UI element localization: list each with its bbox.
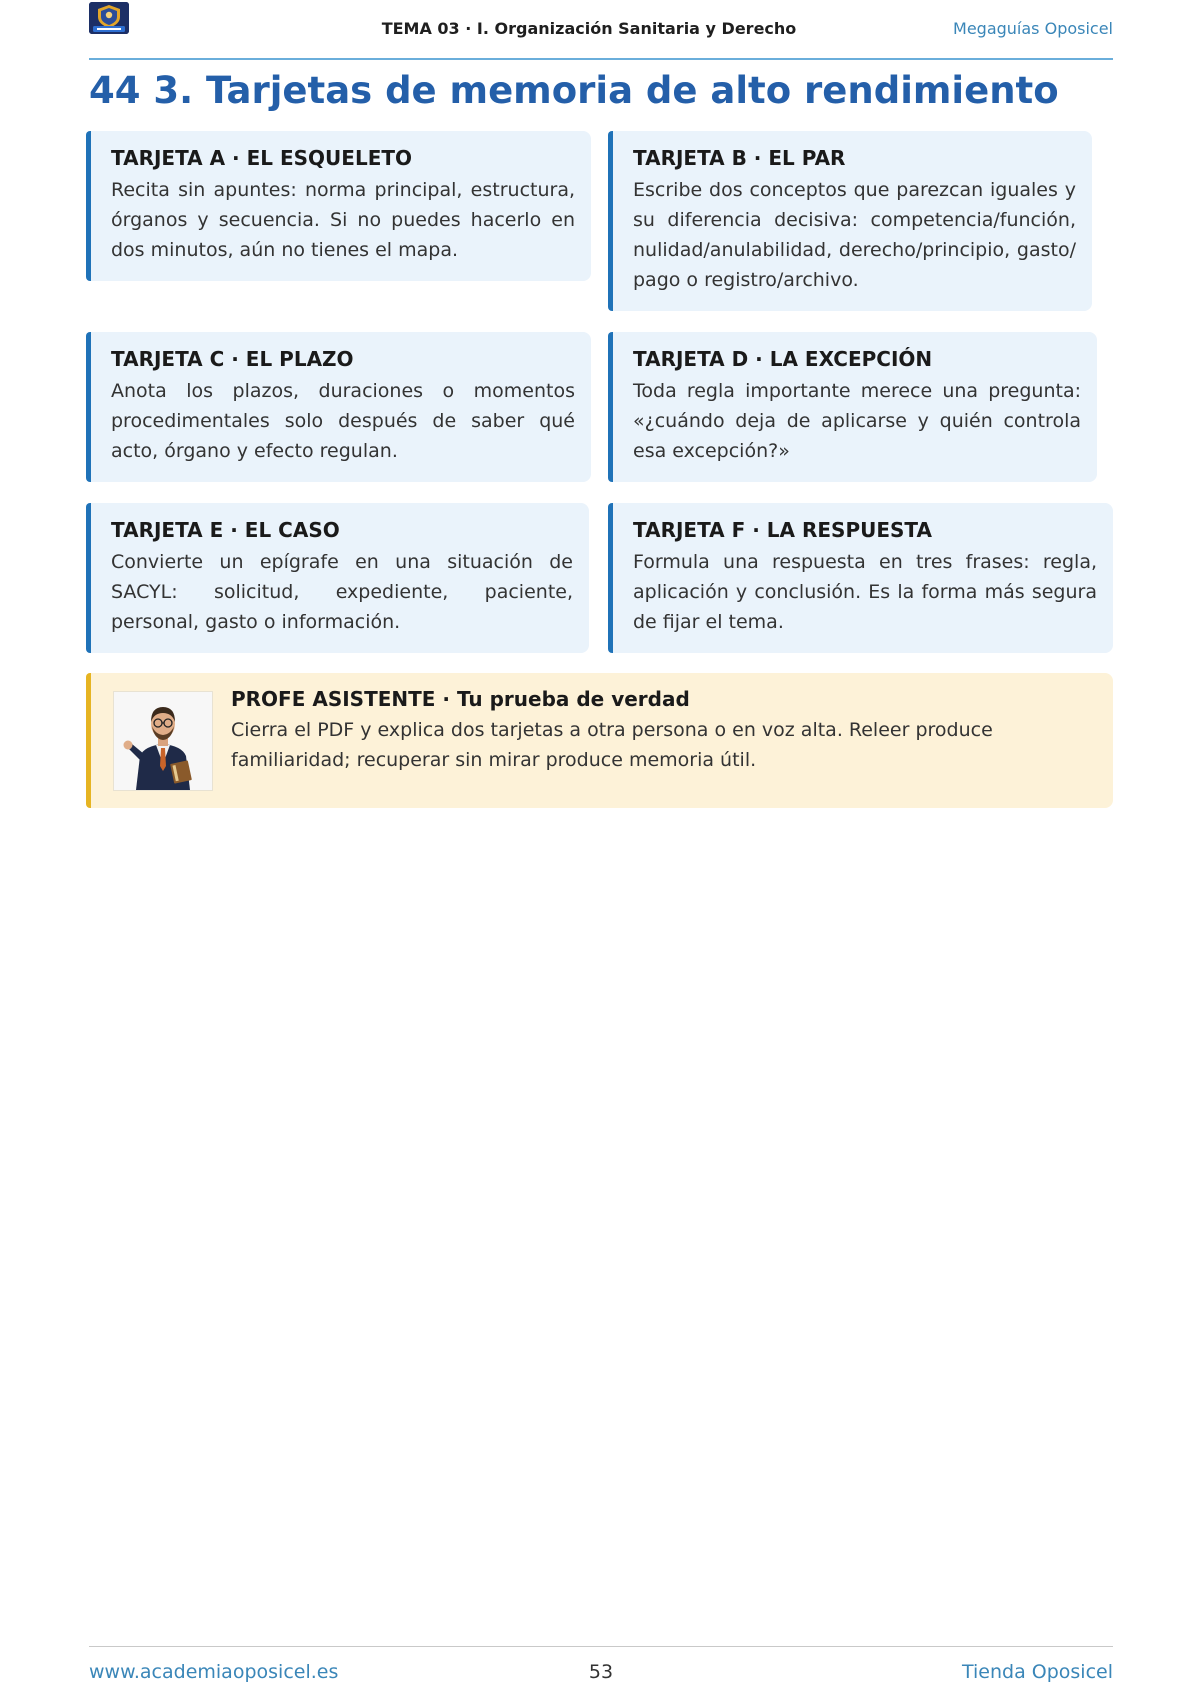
card-a <box>86 131 591 281</box>
card-body: Formula una respuesta en tres frases: regla, aplicación y conclusión. Es la forma más segura de fijar el tema. <box>633 551 1097 633</box>
card-title: TARJETA F · LA RESPUESTA <box>633 518 932 542</box>
callout-body: Cierra el PDF y explica dos tarjetas a otra persona o en voz alta. Releer produce familiaridad; recuperar sin mirar produce memoria útil. <box>231 719 993 771</box>
card-e <box>86 503 589 653</box>
header-brand: Megaguías Oposicel <box>953 19 1113 38</box>
card-title: TARJETA A · EL ESQUELETO <box>111 146 412 170</box>
card-title: TARJETA E · EL CASO <box>111 518 340 542</box>
card-f <box>608 503 1113 653</box>
page-header <box>89 0 1113 60</box>
callout-text <box>231 685 1101 775</box>
footer-store-link[interactable]: Tienda Oposicel <box>961 1661 1113 1683</box>
callout-title: PROFE ASISTENTE · Tu prueba de verdad <box>231 687 690 711</box>
page-number: 53 <box>588 1661 614 1683</box>
page-title: 44 3. Tarjetas de memoria de alto rendimiento <box>89 69 1059 112</box>
card-body: Convierte un epígrafe en una situación de SACYL: solicitud, expediente, paciente, personal, gasto o información. <box>111 551 573 633</box>
footer-website-link[interactable]: www.academiaoposicel.es <box>89 1661 339 1683</box>
card-body: Escribe dos conceptos que parezcan iguales y su diferencia decisiva: competencia/función, nulidad/anulabilidad, derecho/principio, gasto/ pago o registro/archivo. <box>633 179 1076 291</box>
card-d <box>608 332 1097 482</box>
oposicel-logo-icon <box>89 2 129 34</box>
card-title: TARJETA C · EL PLAZO <box>111 347 354 371</box>
card-b <box>608 131 1092 311</box>
card-title: TARJETA B · EL PAR <box>633 146 846 170</box>
card-c <box>86 332 591 482</box>
card-title: TARJETA D · LA EXCEPCIÓN <box>633 347 933 371</box>
header-tema-title: TEMA 03 · I. Organización Sanitaria y Derecho <box>381 19 797 38</box>
card-body: Anota los plazos, duraciones o momentos procedimentales solo después de saber qué acto, órgano y efecto regulan. <box>111 380 575 462</box>
card-body: Toda regla importante merece una pregunta: «¿cuándo deja de aplicarse y quién controla esa excepción?» <box>633 380 1081 462</box>
teacher-avatar <box>113 691 213 791</box>
card-body: Recita sin apuntes: norma principal, estructura, órganos y secuencia. Si no puedes hacerlo en dos minutos, aún no tienes el mapa. <box>111 179 575 261</box>
page-footer <box>89 1646 1113 1687</box>
profe-asistente-callout <box>86 673 1113 808</box>
